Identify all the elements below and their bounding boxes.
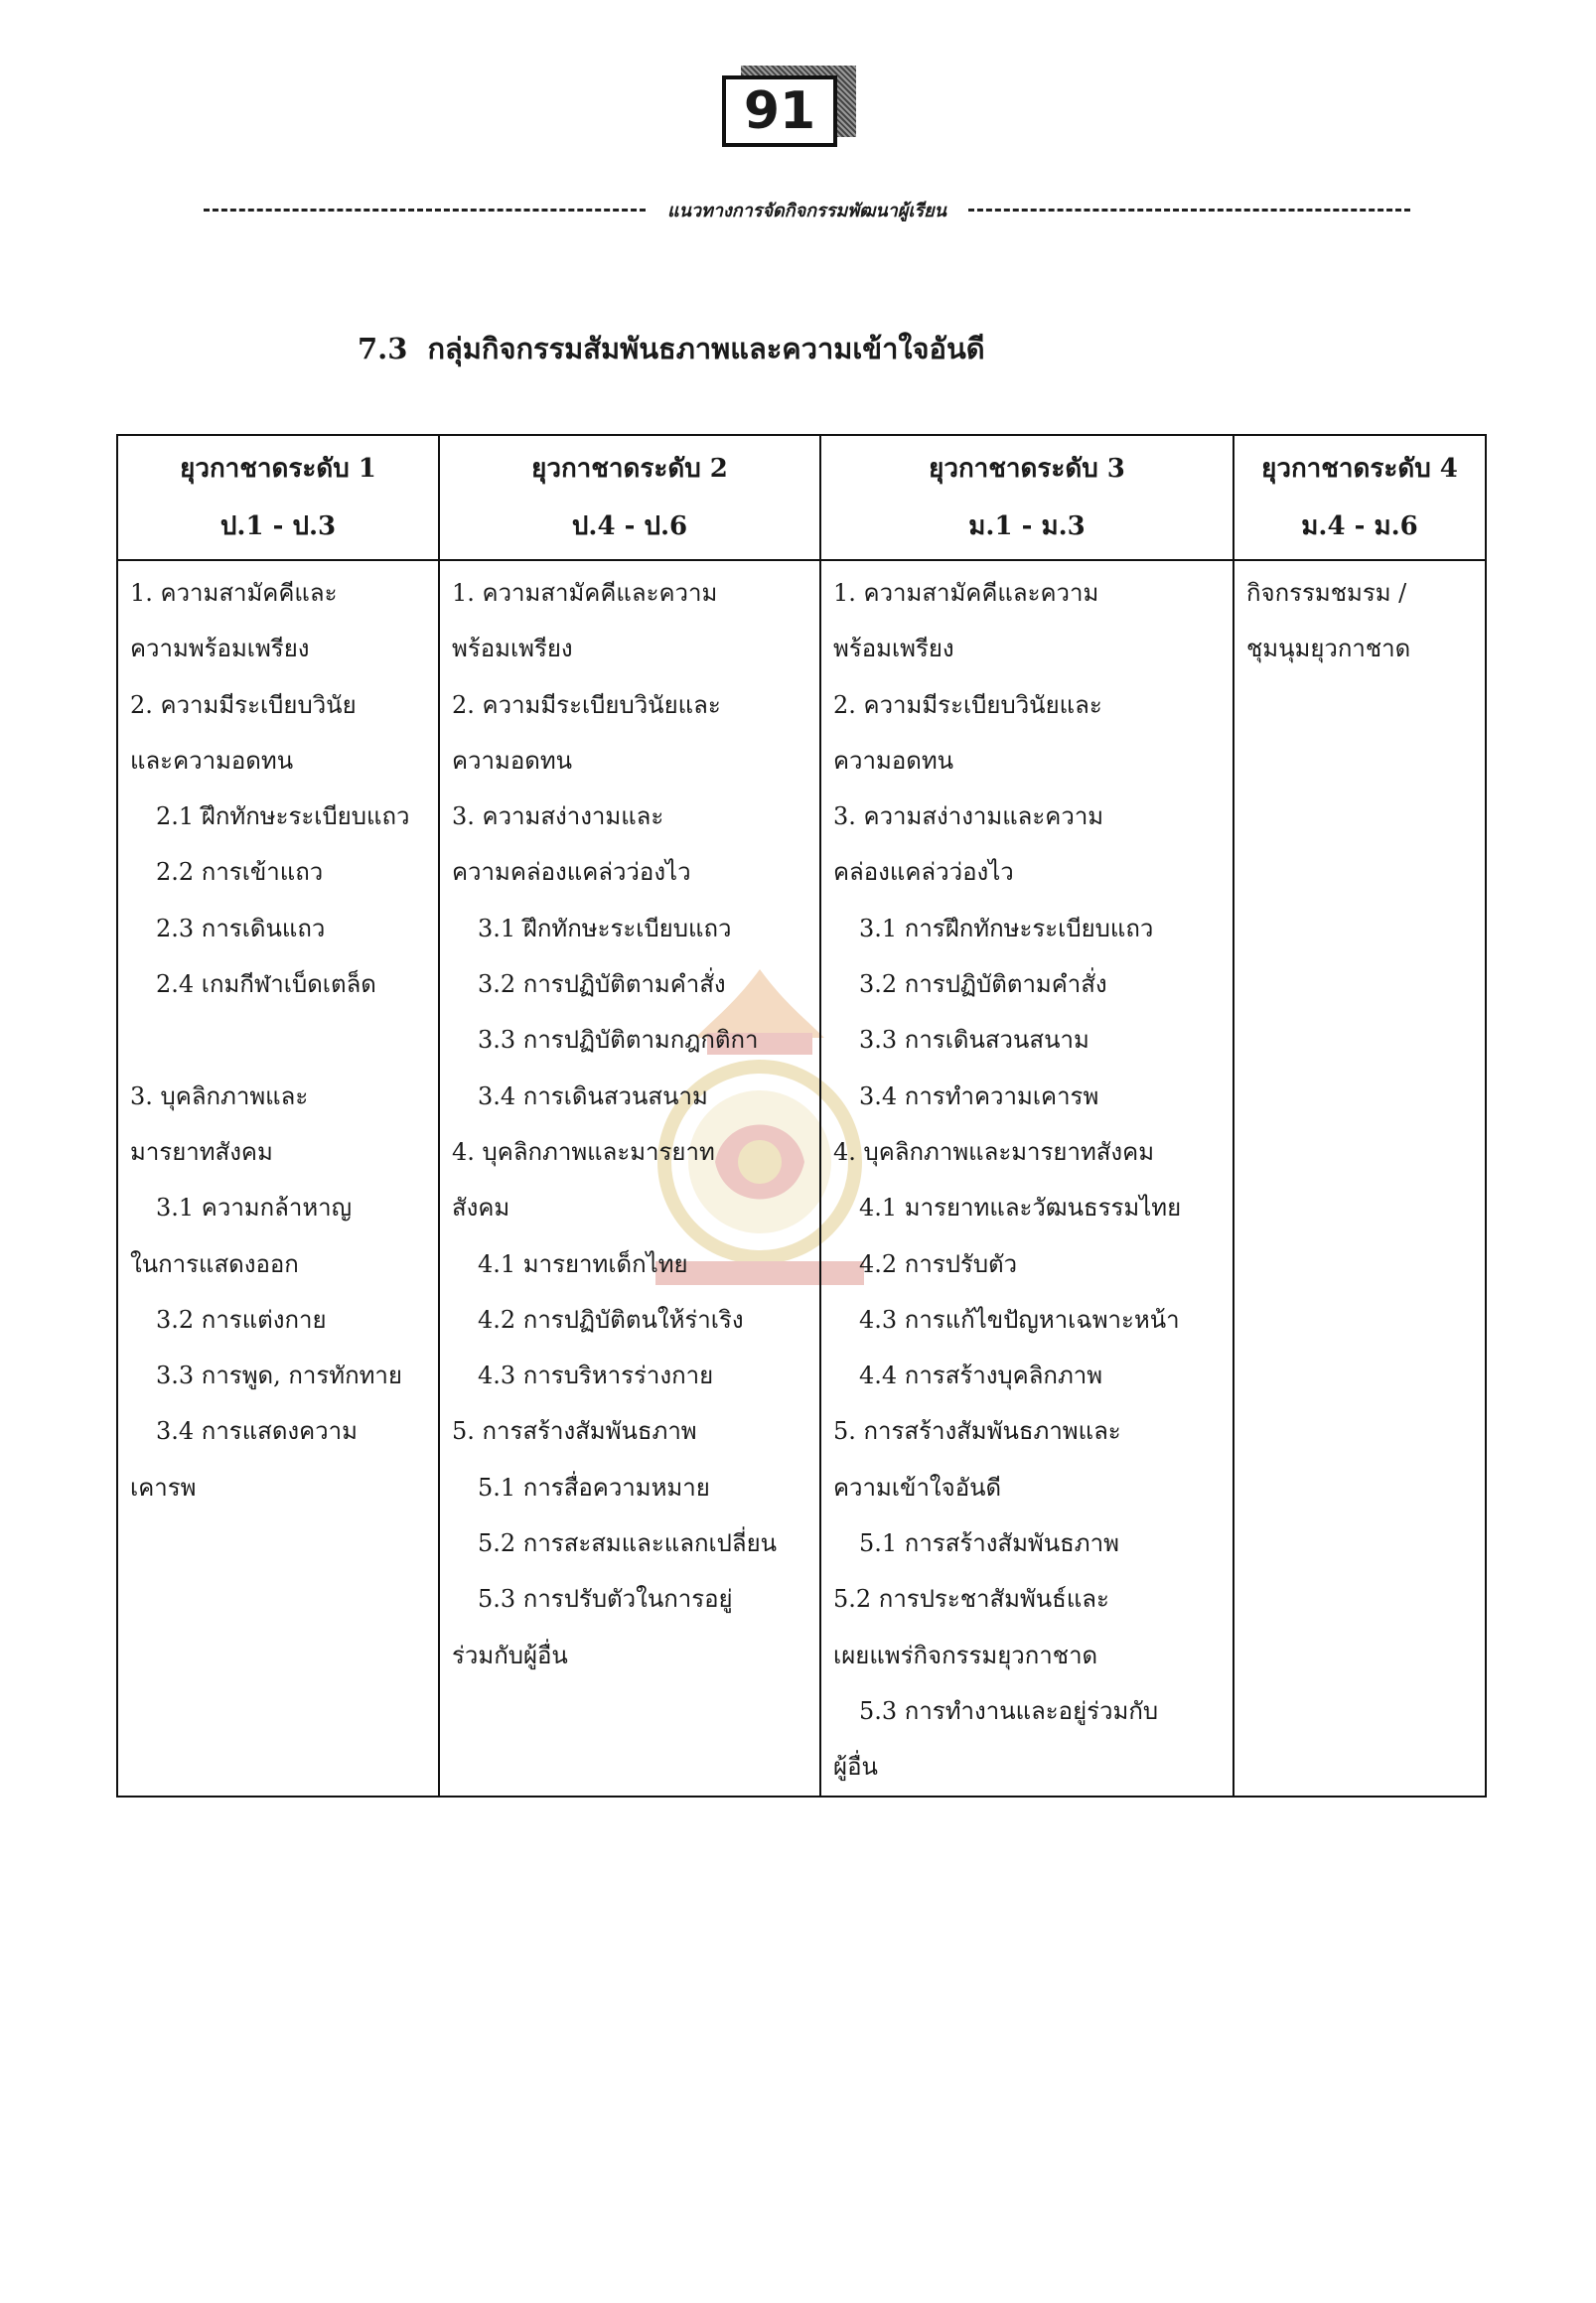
header-dash-right: [968, 209, 1410, 212]
running-header: [204, 195, 1410, 224]
list-item: ความคล่องแคล่วว่องไว: [452, 858, 691, 887]
list-item: 2.1 ฝึกทักษะระเบียบแถว: [156, 802, 410, 831]
header-grade: ป.4 - ป.6: [571, 511, 688, 541]
list-item: 3.2 การแต่งกาย: [156, 1305, 327, 1334]
list-item: ชุมนุมยุวกาชาด: [1246, 635, 1411, 663]
list-item: ความอดทน: [833, 746, 954, 775]
list-item: 5. การสร้างสัมพันธภาพและ: [833, 1417, 1121, 1446]
list-item: 4. บุคลิกภาพและมารยาท: [452, 1137, 715, 1166]
header-dash-left: [204, 209, 646, 212]
list-item: 3.2 การปฏิบัติตามคำสั่ง: [859, 970, 1107, 999]
list-item: 2. ความมีระเบียบวินัย: [130, 690, 357, 719]
list-item: 3.2 การปฏิบัติตามคำสั่ง: [478, 970, 726, 999]
list-item: และความอดทน: [130, 746, 294, 775]
header-label: ยุวกาชาดระดับ 2: [531, 454, 728, 484]
list-item: 2. ความมีระเบียบวินัยและ: [452, 690, 721, 719]
list-item: 3.3 การพูด, การทักทาย: [156, 1362, 402, 1390]
list-item: 5.3 การทำงานและอยู่ร่วมกับ: [859, 1696, 1159, 1725]
header-label: ยุวกาชาดระดับ 3: [929, 454, 1125, 484]
list-item: 4.3 การแก้ไขปัญหาเฉพาะหน้า: [859, 1305, 1180, 1334]
list-item: ความพร้อมเพรียง: [130, 635, 310, 663]
activities-table: [116, 434, 1487, 1798]
list-item: เผยแพร่กิจกรรมยุวกาชาด: [833, 1641, 1098, 1669]
list-item: 1. ความสามัคคีและความ: [452, 579, 718, 607]
list-item: 4. บุคลิกภาพและมารยาทสังคม: [833, 1137, 1155, 1166]
list-item: 3.1 ฝึกทักษะระเบียบแถว: [478, 914, 732, 942]
list-item: ผู้อื่น: [833, 1753, 878, 1782]
list-item: 5.2 การสะสมและแลกเปลี่ยน: [478, 1529, 778, 1558]
table-header-row: [117, 435, 1486, 560]
header-level-3: [820, 435, 1233, 560]
column-level-4: [1233, 560, 1486, 1797]
list-item: สังคม: [452, 1194, 510, 1223]
list-item: 5.2 การประชาสัมพันธ์และ: [833, 1585, 1109, 1614]
list-item: ร่วมกับผู้อื่น: [452, 1641, 568, 1669]
header-level-2: [439, 435, 820, 560]
list-item: 2.2 การเข้าแถว: [156, 858, 324, 887]
column-level-3: [820, 560, 1233, 1797]
list-item: 3.4 การทำความเคารพ: [859, 1081, 1099, 1110]
list-item: ความอดทน: [452, 746, 573, 775]
list-item: [130, 1012, 432, 1068]
list-item: เคารพ: [130, 1473, 197, 1502]
list-item: 5.1 การสื่อความหมาย: [478, 1473, 710, 1502]
list-item: 3. บุคลิกภาพและ: [130, 1081, 309, 1110]
table-body-row: [117, 560, 1486, 1797]
list-item: พร้อมเพรียง: [833, 635, 954, 663]
list-item: 3. ความสง่างามและ: [452, 802, 664, 831]
header-label: ยุวกาชาดระดับ 1: [180, 454, 376, 484]
section-number: 7.3: [358, 332, 408, 365]
header-grade: ม.1 - ม.3: [968, 511, 1086, 541]
list-item: 5.3 การปรับตัวในการอยู่: [478, 1585, 733, 1614]
list-item: 3.1 การฝึกทักษะระเบียบแถว: [859, 914, 1154, 942]
list-item: ความเข้าใจอันดี: [833, 1473, 1002, 1502]
cell-content: [440, 561, 819, 1683]
header-level-4: [1233, 435, 1486, 560]
list-item: 4.2 การปฏิบัติตนให้ร่าเริง: [478, 1305, 744, 1334]
header-grade: ป.1 - ป.3: [219, 511, 337, 541]
section-heading: [358, 326, 985, 371]
list-item: 3. ความสง่างามและความ: [833, 802, 1104, 831]
list-item: มารยาทสังคม: [130, 1137, 273, 1166]
list-item: 2.4 เกมกีฬาเบ็ดเตล็ด: [156, 970, 376, 999]
column-level-1: [117, 560, 439, 1797]
section-title: กลุ่มกิจกรรมสัมพันธภาพและความเข้าใจอันดี: [427, 332, 985, 365]
cell-content: [118, 561, 438, 1515]
list-item: 5.1 การสร้างสัมพันธภาพ: [859, 1529, 1119, 1558]
list-item: 3.4 การเดินสวนสนาม: [478, 1081, 708, 1110]
list-item: 3.3 การเดินสวนสนาม: [859, 1026, 1089, 1055]
list-item: กิจกรรมชมรม /: [1246, 579, 1407, 607]
list-item: ในการแสดงออก: [130, 1249, 299, 1278]
page-number: 91: [722, 75, 837, 147]
cell-content: [1234, 561, 1485, 677]
list-item: 4.1 มารยาทและวัฒนธรรมไทย: [859, 1194, 1182, 1223]
list-item: 3.3 การปฏิบัติตามกฎกติกา: [478, 1026, 759, 1055]
column-level-2: [439, 560, 820, 1797]
list-item: 3.4 การแสดงความ: [156, 1417, 358, 1446]
running-title: แนวทางการจัดกิจกรรมพัฒนาผู้เรียน: [667, 200, 946, 221]
list-item: 1. ความสามัคคีและ: [130, 579, 338, 607]
header-grade: ม.4 - ม.6: [1301, 511, 1418, 541]
list-item: 3.1 ความกล้าหาญ: [156, 1194, 353, 1223]
list-item: พร้อมเพรียง: [452, 635, 573, 663]
list-item: 1. ความสามัคคีและความ: [833, 579, 1099, 607]
list-item: 4.2 การปรับตัว: [859, 1249, 1018, 1278]
header-label: ยุวกาชาดระดับ 4: [1261, 454, 1458, 484]
list-item: 4.4 การสร้างบุคลิกภาพ: [859, 1362, 1103, 1390]
cell-content: [821, 561, 1233, 1796]
header-level-1: [117, 435, 439, 560]
list-item: 5. การสร้างสัมพันธภาพ: [452, 1417, 697, 1446]
list-item: 2.3 การเดินแถว: [156, 914, 326, 942]
list-item: 4.3 การบริหารร่างกาย: [478, 1362, 714, 1390]
list-item: 2. ความมีระเบียบวินัยและ: [833, 690, 1102, 719]
list-item: คล่องแคล่วว่องไว: [833, 858, 1014, 887]
list-item: 4.1 มารยาทเด็กไทย: [478, 1249, 688, 1278]
